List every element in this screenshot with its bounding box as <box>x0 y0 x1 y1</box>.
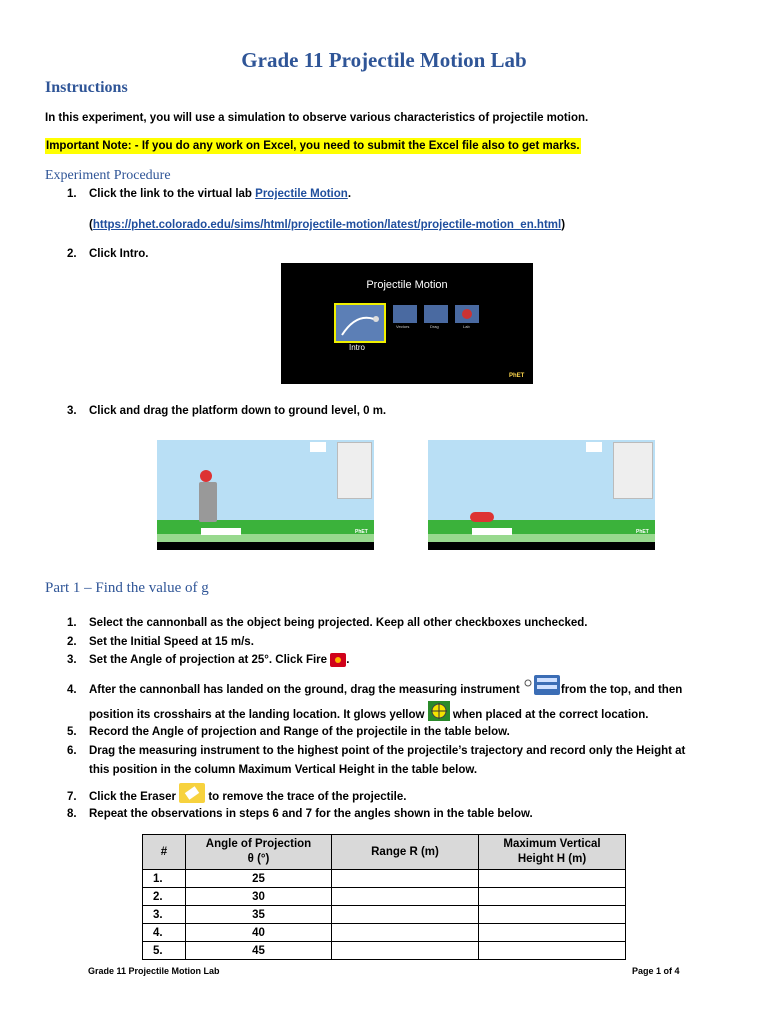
row-number: 4. <box>143 924 186 942</box>
step-text: Select the cannonball as the object being projected. Keep all other checkboxes unchecked. <box>89 617 588 629</box>
table-row <box>143 906 626 924</box>
intro-screen-icon <box>334 303 386 343</box>
footer-page-number: Page 1 of 4 <box>632 966 680 976</box>
height-cell[interactable] <box>479 888 626 906</box>
projectile-motion-link[interactable]: Projectile Motion <box>255 188 348 200</box>
row-number: 2. <box>143 888 186 906</box>
step-number: 1. <box>67 617 77 629</box>
vectors-label: Vectors <box>396 324 410 329</box>
sim-platform-raised-screenshot <box>157 440 374 550</box>
step-number: 3. <box>67 654 77 666</box>
part1-step-5 <box>67 724 510 740</box>
procedure-heading: Experiment Procedure <box>45 168 171 183</box>
step-text: After the cannonball has landed on the ground, drag the measuring instrument <box>89 684 523 697</box>
sim-platform-ground-screenshot <box>428 440 655 550</box>
angle-cell: 45 <box>186 942 332 960</box>
row-number: 5. <box>143 942 186 960</box>
height-cell[interactable] <box>479 942 626 960</box>
eraser-icon <box>179 783 205 803</box>
table-row <box>143 924 626 942</box>
angle-cell: 30 <box>186 888 332 906</box>
step-number: 1. <box>67 188 77 200</box>
row-number: 3. <box>143 906 186 924</box>
important-note: Important Note: - If you do any work on Excel, you need to submit the Excel file also to get marks. <box>46 140 580 152</box>
step-number: 8. <box>67 808 77 820</box>
fire-button-icon <box>330 653 346 667</box>
part1-step-2 <box>67 634 254 650</box>
step-text-cont: to remove the trace of the projectile. <box>205 791 407 804</box>
range-cell[interactable] <box>332 906 479 924</box>
vectors-screen-icon <box>393 305 417 323</box>
height-cell[interactable] <box>479 906 626 924</box>
range-cell[interactable] <box>332 870 479 888</box>
step-text: Click Intro. <box>89 248 149 260</box>
part1-step-6 <box>67 743 685 759</box>
step-end: . <box>346 654 350 666</box>
intro-text: In this experiment, you will use a simulation to observe various characteristics of projectile motion. <box>45 112 589 124</box>
phet-logo: PhET <box>636 529 649 535</box>
range-cell[interactable] <box>332 888 479 906</box>
part1-step-8 <box>67 806 533 822</box>
crosshair-glow-icon <box>428 701 450 721</box>
range-cell[interactable] <box>332 942 479 960</box>
phet-url-link[interactable]: https://phet.colorado.edu/sims/html/projectile-motion/latest/projectile-motion_en.html <box>92 219 562 231</box>
step-text: Click and drag the platform down to ground level, 0 m. <box>89 405 387 417</box>
height-cell[interactable] <box>479 870 626 888</box>
part1-step-3 <box>67 652 349 668</box>
instructions-heading: Instructions <box>45 79 128 96</box>
step-number: 6. <box>67 745 77 757</box>
step-number: 7. <box>67 791 77 804</box>
lab-label: Lab <box>463 324 470 329</box>
url-close: ) <box>561 219 566 231</box>
header-height: Maximum Vertical Height H (m) <box>479 835 626 870</box>
angle-cell: 40 <box>186 924 332 942</box>
header-angle: Angle of Projection θ (°) <box>186 835 332 870</box>
step-end: . <box>347 188 352 200</box>
table-row <box>143 870 626 888</box>
footer-title: Grade 11 Projectile Motion Lab <box>88 966 220 976</box>
procedure-step-1 <box>67 186 351 202</box>
url-line <box>89 217 565 233</box>
step-text-cont: when placed at the correct location. <box>449 709 649 722</box>
part1-step-7 <box>67 787 406 807</box>
sim-intro-screenshot <box>281 263 533 384</box>
part1-heading: Part 1 – Find the value of g <box>45 580 209 596</box>
header-number: # <box>143 835 186 870</box>
step-number: 3. <box>67 405 77 417</box>
step-text: position its crosshairs at the landing location. It glows yellow <box>89 709 428 722</box>
angle-cell: 35 <box>186 906 332 924</box>
row-number: 1. <box>143 870 186 888</box>
step-text: Set the Initial Speed at 15 m/s. <box>89 636 254 648</box>
table-row <box>143 942 626 960</box>
table-header-row <box>143 835 626 870</box>
part1-step-4-line2 <box>89 705 648 725</box>
sim-title: Projectile Motion <box>366 279 448 291</box>
phet-logo: PhET <box>509 373 525 379</box>
part1-step-4 <box>67 679 682 701</box>
observations-table <box>142 834 626 960</box>
angle-cell: 25 <box>186 870 332 888</box>
step-text: Set the Angle of projection at 25°. Click Fire <box>89 654 331 666</box>
height-cell[interactable] <box>479 924 626 942</box>
step-text: Click the Eraser <box>89 791 180 804</box>
part1-step-6-line2: this position in the column Maximum Vertical Height in the table below. <box>89 764 478 776</box>
step-text: Record the Angle of projection and Range of the projectile in the table below. <box>89 726 510 738</box>
lab-screen-icon <box>455 305 479 323</box>
step-text-cont: from the top, and then <box>560 684 683 697</box>
table-row <box>143 888 626 906</box>
phet-logo: PhET <box>355 529 368 535</box>
page-title: Grade 11 Projectile Motion Lab <box>241 48 527 72</box>
intro-label: Intro <box>349 343 366 352</box>
drag-screen-icon <box>424 305 448 323</box>
step-number: 2. <box>67 248 77 260</box>
part1-step-1 <box>67 615 587 631</box>
header-range: Range R (m) <box>332 835 479 870</box>
step-text: Click the link to the virtual lab <box>89 188 256 200</box>
range-cell[interactable] <box>332 924 479 942</box>
url-open: ( <box>89 219 93 231</box>
step-number: 4. <box>67 684 77 697</box>
drag-label: Drag <box>430 324 439 329</box>
step-text: Repeat the observations in steps 6 and 7 for the angles shown in the table below. <box>89 808 533 820</box>
step-number: 2. <box>67 636 77 648</box>
procedure-step-2 <box>67 246 148 262</box>
procedure-step-3 <box>67 403 386 419</box>
step-number: 5. <box>67 726 77 738</box>
step-text: Drag the measuring instrument to the highest point of the projectile’s trajectory and record only the Height at <box>89 745 686 757</box>
measuring-instrument-icon <box>523 674 561 696</box>
